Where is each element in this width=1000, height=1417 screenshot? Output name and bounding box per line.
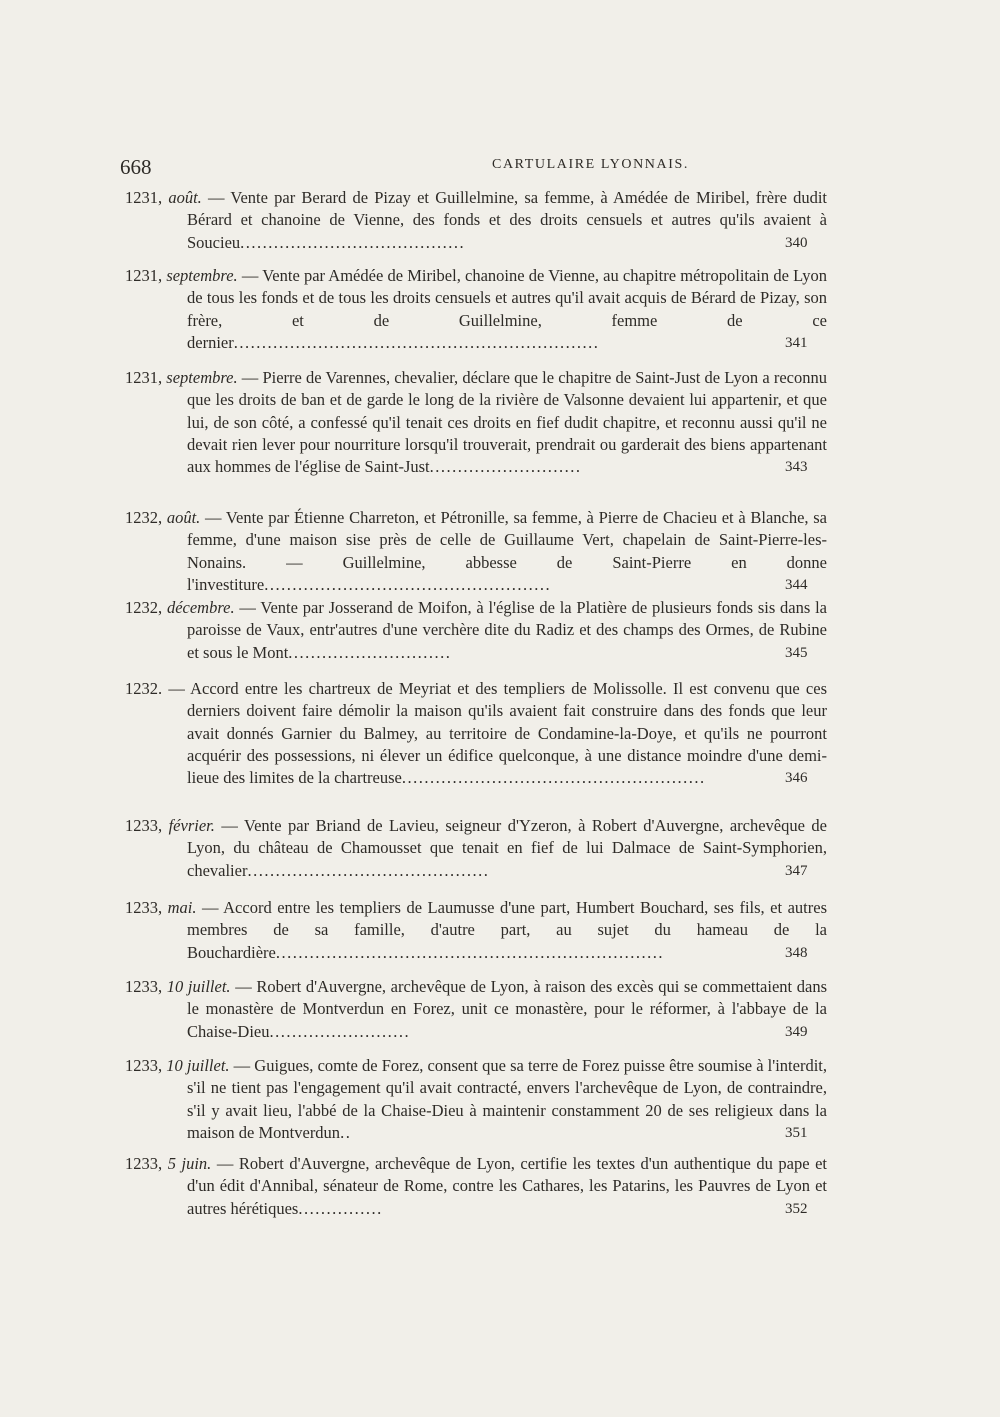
list-item (125, 897, 827, 964)
entry-reference-number: 343 (785, 459, 808, 476)
entry-reference-number: 345 (785, 644, 808, 661)
entry-year: 1233, (125, 898, 163, 917)
entry-text: — Guigues, comte de Forez, consent que sa terre de Forez puisse être soumise à l'interdit, s'il ne tient pas l'engagement qu'il avait contracté, envers l'archevêque de Lyon, de contraindre, s'il y avait lieu, l'abbé de la Chaise-Dieu à maintenir constamment 20 de ses religieux dans la maison de Montverdun (187, 1056, 827, 1142)
dot-leader: ........................................... (247, 860, 490, 880)
dot-leader: ......................... (269, 1021, 411, 1041)
entry-year: 1233, (125, 1056, 163, 1075)
entry-date: décembre. (166, 598, 235, 617)
entry-reference-number: 340 (785, 234, 808, 251)
entry-year: 1231, (125, 368, 163, 387)
entry-year: 1233, (125, 816, 163, 835)
entry-date: septembre. (166, 368, 238, 387)
entry-text: — Vente par Briand de Lavieu, seigneur d'Yzeron, à Robert d'Auvergne, archevêque de Lyon, du château de Chamousset que tenait en fief de lui Dalmace de Saint-Symphorien, chevalier (187, 816, 827, 880)
entry-date: 5 juin. (167, 1154, 212, 1173)
entry-text: — Accord entre les chartreux de Meyriat et des templiers de Molissolle. Il est convenu que ces derniers doivent faire démolir la maison qu'ils avaient fait construire dans des fonds que leur avait donnés Garnier du Balmey, au territoire de Condamine-la-Doye, et qu'ils ne pourront acquérir des possessions, ni élever un édifice quelconque, à une distance moindre d'une demi-lieue des limites de la chartreuse (162, 679, 827, 788)
page-header (120, 155, 820, 181)
list-item (125, 265, 828, 354)
entry-date: mai. (167, 898, 197, 917)
list-item (125, 507, 828, 596)
list-item (125, 678, 827, 789)
dot-leader: ............................. (288, 642, 452, 662)
entry-reference-number: 344 (785, 576, 808, 593)
entry-text: — Vente par Josserand de Moifon, à l'église de la Platière de plusieurs fonds sis dans la paroisse de Vaux, entr'autres d'une verchère dite du Radiz et des champs des Ormes, de Rubine et sous le Mont (187, 598, 828, 662)
entry-reference-number: 351 (785, 1124, 808, 1141)
list-item (125, 1153, 828, 1220)
entry-year: 1231, (125, 266, 163, 285)
dot-leader: ..................................................................... (275, 942, 664, 962)
page-number: 668 (120, 155, 152, 179)
entry-reference-number: 341 (785, 334, 808, 351)
entry-reference-number: 349 (785, 1023, 808, 1040)
list-item (125, 976, 828, 1043)
entry-reference-number: 352 (785, 1200, 808, 1217)
entry-text: — Pierre de Varennes, chevalier, déclare que le chapitre de Saint-Just de Lyon a reconnu que les droits de ban et de garde le long de la rivière de Valsonne devaient lui appartenir, et que lui, de son côté, a confessé qu'il tenait ces droits en fief dudit chapitre, et reconnu aussi qu'il ne devait rien lever pour nourriture lorsqu'il trouverait, prendrait ou garderait des biens appartenant aux hommes de l'église de Saint-Just (187, 368, 827, 477)
list-item (125, 1055, 827, 1144)
entry-date: février. (168, 816, 215, 835)
entry-reference-number: 347 (785, 862, 808, 879)
list-item (125, 815, 827, 882)
dot-leader: ........................... (429, 457, 582, 477)
entry-reference-number: 348 (785, 944, 808, 961)
entry-year: 1231, (125, 188, 163, 207)
list-item (125, 187, 827, 254)
list-item (125, 597, 828, 664)
entry-date: 10 juillet. (166, 1056, 230, 1075)
entry-text: — Accord entre les templiers de Laumusse d'une part, Humbert Bouchard, ses fils, et autres membres de sa famille, d'autre part, au sujet du hameau de la Bouchardière (187, 898, 827, 962)
entry-date: août. (168, 188, 202, 207)
entry-year: 1232, (125, 508, 163, 527)
dot-leader: ........................................ (240, 232, 466, 252)
dot-leader: ............... (298, 1198, 383, 1218)
dot-leader: ...................................................... (401, 768, 706, 788)
entry-reference-number: 346 (785, 770, 808, 787)
entry-text: — Vente par Étienne Charreton, et Pétronille, sa femme, à Pierre de Chacieu et à Blanche, sa femme, d'une maison sise près de celle de Guillaume Vert, chapelain de Saint-Pierre-les-Nonains. — Guillelmine, abbesse de Saint-Pierre en donne l'investiture (187, 508, 828, 594)
entry-date: septembre. (166, 266, 238, 285)
entry-text: — Vente par Amédée de Miribel, chanoine de Vienne, au chapitre métropolitain de Lyon de tous les fonds et de tous les droits censuels et autres qu'il avait acquis de Bérard de Pizay, son frère, et de Guillelmine, femme de ce dernier (187, 266, 828, 352)
entry-text: — Vente par Berard de Pizay et Guillelmine, sa femme, à Amédée de Miribel, frère dudit Bérard et chanoine de Vienne, des fonds et des droits censuels et autres qu'ils avaient à Soucieu (187, 188, 827, 252)
running-title: CARTULAIRE LYONNAIS. (492, 157, 689, 172)
entry-year: 1233, (125, 977, 163, 996)
entry-date: 10 juillet. (166, 977, 231, 996)
list-item (125, 367, 827, 478)
dot-leader: ................................................... (264, 574, 552, 594)
entry-date: août. (166, 508, 201, 527)
entry-year: 1232, (125, 598, 163, 617)
entry-text: — Robert d'Auvergne, archevêque de Lyon, à raison des excès qui se commettaient dans le monastère de Montverdun en Forez, unit ce monastère, pour le réformer, à l'abbaye de la Chaise-Dieu (187, 977, 828, 1041)
entry-year: 1232. (125, 679, 163, 698)
entry-text: — Robert d'Auvergne, archevêque de Lyon, certifie les textes d'un authentique du pape et d'un édit d'Annibal, sénateur de Rome, contre les Cathares, les Patarins, les Pauvres de Lyon et autres hérétiques (187, 1154, 828, 1218)
entry-year: 1233, (125, 1154, 163, 1173)
dot-leader: ................................................................. (233, 332, 600, 352)
dot-leader: .. (340, 1122, 352, 1142)
